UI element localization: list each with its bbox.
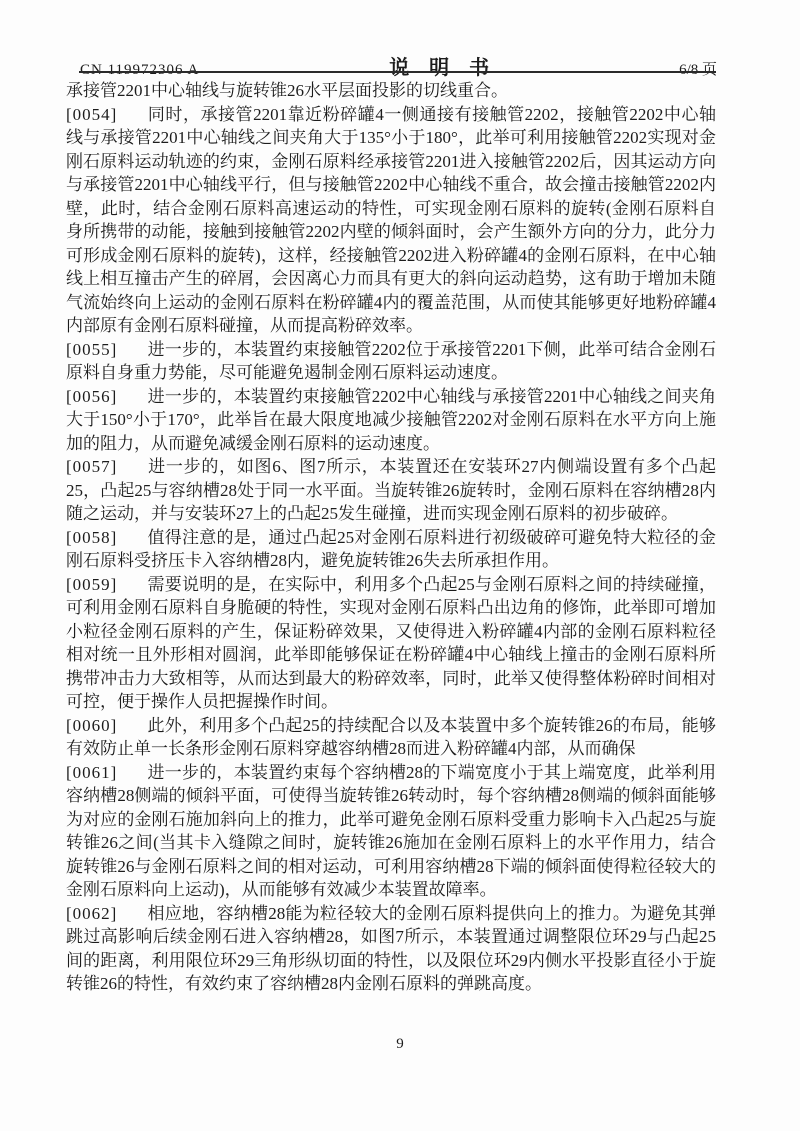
paragraph-0057 — [66, 455, 716, 526]
specification-body — [66, 79, 716, 996]
paragraph-text: 进一步的，本装置约束每个容纳槽28的下端宽度小于其上端宽度，此举利用容纳槽28侧端的倾斜平面，可使得当旋转锥26转动时，每个容纳槽28侧端的倾斜面能够为对应的金刚石施加斜向上的推力，此举可避免金刚石原料受重力影响卡入凸起25与旋转锥26之间(当其卡入缝隙之间时，旋转锥26施加在金刚石原料上的水平作用力，结合旋转锥26与金刚石原料之间的相对运动，可利用容纳槽28下端的倾斜面使得粒径较大的金刚石原料向上运动)，从而能够有效减少本装置故障率。 — [66, 762, 716, 899]
paragraph-number: [0054] — [66, 104, 118, 124]
paragraph-0060 — [66, 714, 716, 761]
page-footer — [0, 1036, 800, 1053]
paragraph-text: 相应地，容纳槽28能为粒径较大的金刚石原料提供向上的推力。为避免其弹跳过高影响后续金刚石进入容纳槽28，如图7所示，本装置通过调整限位环29与凸起25间的距离，利用限位环29三角形纵切面的特性，以及限位环29内侧水平投影直径小于旋转锥26的特性，有效约束了容纳槽28内金刚石原料的弹跳高度。 — [66, 903, 716, 993]
paragraph-text: 此外，利用多个凸起25的持续配合以及本装置中多个旋转锥26的布局，能够有效防止单一长条形金刚石原料穿越容纳槽28而进入粉碎罐4内部，从而确保 — [66, 715, 716, 758]
paragraph-0062 — [66, 902, 716, 996]
paragraph-number: [0059] — [66, 574, 118, 594]
paragraph-text: 进一步的，本装置约束接触管2202位于承接管2201下侧，此举可结合金刚石原料自身重力势能，尽可能避免遏制金刚石原料运动速度。 — [66, 339, 716, 382]
paragraph-text: 值得注意的是，通过凸起25对金刚石原料进行初级破碎可避免特大粒径的金刚石原料受挤压卡入容纳槽28内，避免旋转锥26失去所承担作用。 — [66, 527, 716, 570]
page-number: 9 — [396, 1036, 404, 1052]
paragraph-0054 — [66, 103, 716, 338]
paragraph-0055 — [66, 338, 716, 385]
document-title: 说明书 — [389, 57, 510, 79]
paragraph-number: [0056] — [66, 386, 118, 406]
paragraph-number: [0057] — [66, 457, 118, 476]
paragraph-0058 — [66, 526, 716, 573]
paragraph-0056 — [66, 385, 716, 456]
paragraph-text: 需要说明的是，在实际中，利用多个凸起25与金刚石原料之间的持续碰撞，可利用金刚石原料自身脆硬的特性，实现对金刚石原料凸出边角的修饰，此举即可增加小粒径金刚石原料的产生，保证粉碎效果，又使得进入粉碎罐4内部的金刚石原料粒径相对统一且外形相对圆润，此举即能够保证在粉碎罐4中心轴线上撞击的金刚石原料所携带冲击力大致相等，从而达到最大的粉碎效率，同时，此举又使得整体粉碎时间相对可控，便于操作人员把握操作时间。 — [66, 574, 716, 711]
publication-number: CN 119972306 A — [80, 62, 200, 78]
paragraph-text: 进一步的，本装置约束接触管2202中心轴线与承接管2201中心轴线之间夹角大于150°小于170°，此举旨在最大限度地减少接触管2202对金刚石原料在水平方向上施加的阻力，从而避免减缓金刚石原料的运动速度。 — [66, 386, 716, 453]
paragraph-number: [0062] — [66, 903, 118, 923]
continuation-line: 承接管2201中心轴线与旋转锥26水平层面投影的切线重合。 — [66, 81, 508, 100]
sheet-indicator: 6/8 页 — [679, 62, 717, 78]
page-header — [80, 51, 717, 79]
paragraph-0059 — [66, 573, 716, 714]
paragraph-text: 进一步的，如图6、图7所示，本装置还在安装环27内侧端设置有多个凸起25，凸起25与容纳槽28处于同一水平面。当旋转锥26旋转时，金刚石原料在容纳槽28内随之运动，并与安装环27上的凸起25发生碰撞，进而实现金刚石原料的初步破碎。 — [66, 457, 716, 523]
paragraph-number: [0061] — [66, 762, 118, 782]
header-divider — [79, 71, 716, 73]
paragraph-number: [0060] — [66, 715, 118, 735]
paragraph-0061 — [66, 761, 716, 902]
paragraph-number: [0058] — [66, 527, 118, 547]
paragraph-text: 同时，承接管2201靠近粉碎罐4一侧通接有接触管2202，接触管2202中心轴线与承接管2201中心轴线之间夹角大于135°小于180°，此举可利用接触管2202实现对金刚石原料运动轨迹的约束，金刚石原料经承接管2201进入接触管2202后，因其运动方向与承接管2201中心轴线平行，但与接触管2202中心轴线不重合，故会撞击接触管2202内壁，此时，结合金刚石原料高速运动的特性，可实现金刚石原料的旋转(金刚石原料自身所携带的动能，接触到接触管2202内壁的倾斜面时，会产生额外方向的分力，此分力可形成金刚石原料的旋转)，这样，经接触管2202进入粉碎罐4的金刚石原料，在中心轴线上相互撞击产生的碎屑，会因离心力而具有更大的斜向运动趋势，这有助于增加未随气流始终向上运动的金刚石原料在粉碎罐4内的覆盖范围，从而使其能够更好地粉碎罐4内部原有金刚石原料碰撞，从而提高粉碎效率。 — [66, 104, 716, 335]
paragraph-number: [0055] — [66, 339, 118, 359]
